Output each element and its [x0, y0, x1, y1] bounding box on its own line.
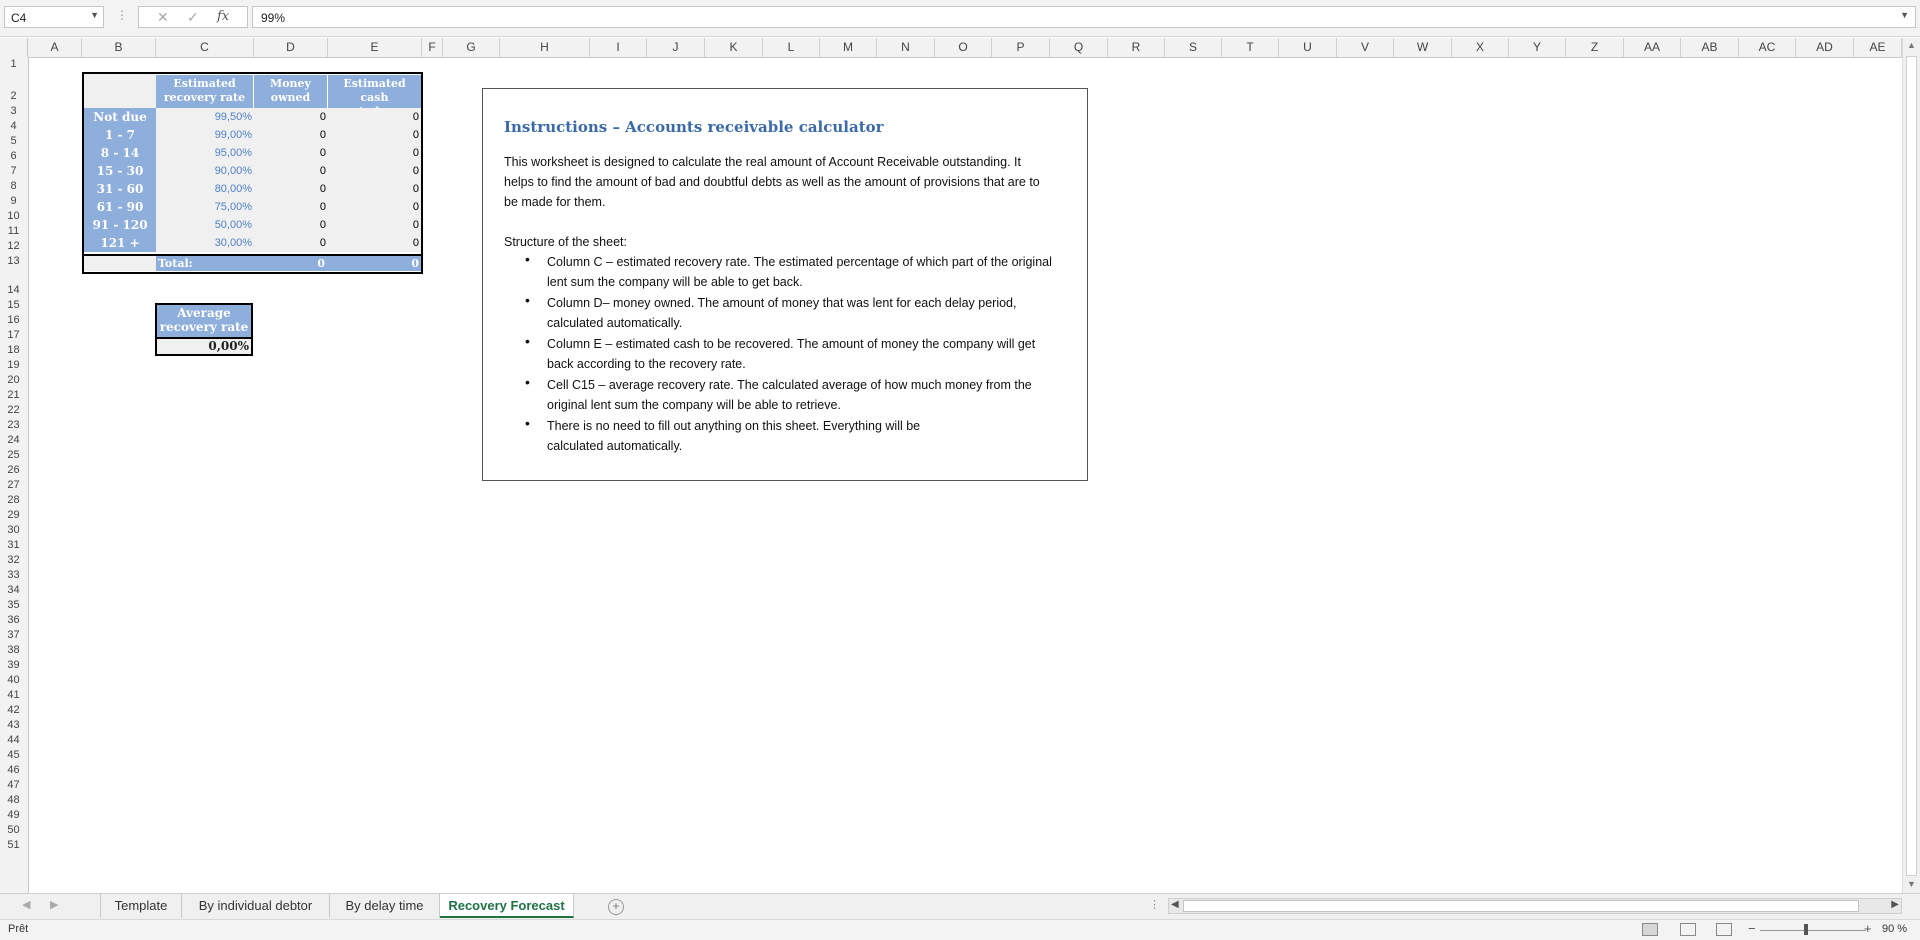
- recovery-rate-cell[interactable]: 75,00%: [156, 198, 254, 216]
- header-line: Estimated cash: [343, 77, 406, 104]
- bullet-line: lent sum the company will be able to get back.: [547, 275, 803, 289]
- select-all-corner[interactable]: [0, 38, 28, 57]
- table-corner: [84, 74, 156, 108]
- row-header[interactable]: 1: [10, 58, 17, 70]
- intro-line: This worksheet is designed to calculate the real amount of Account Receivable outstanding. It: [504, 155, 1021, 169]
- bullet-line: calculated automatically.: [547, 316, 683, 330]
- tab-splitter-icon[interactable]: ⋮: [1149, 899, 1160, 911]
- row-header[interactable]: 19: [7, 359, 20, 371]
- status-text: Prêt: [8, 923, 29, 935]
- row-header[interactable]: 51: [7, 839, 20, 851]
- zoom-level[interactable]: 90 %: [1882, 923, 1908, 935]
- column-header[interactable]: AC: [1739, 38, 1796, 57]
- column-header[interactable]: E: [328, 38, 422, 57]
- column-header[interactable]: W: [1394, 38, 1452, 57]
- estimated-cash-cell[interactable]: 0: [328, 144, 421, 162]
- delay-period-label[interactable]: 61 - 90: [84, 198, 156, 216]
- money-owned-cell[interactable]: 0: [254, 144, 328, 162]
- intro-line: be made for them.: [504, 195, 606, 209]
- row-header[interactable]: 45: [7, 749, 20, 761]
- header-line: Money: [270, 77, 311, 90]
- row-header[interactable]: 21: [7, 389, 20, 401]
- header-money-owned[interactable]: [254, 75, 327, 108]
- bullet-icon: •: [525, 374, 530, 390]
- column-header[interactable]: A: [28, 38, 82, 57]
- total-cash[interactable]: 0: [327, 254, 421, 271]
- bullet-line: Column E – estimated cash to be recovered. The amount of money the company will get: [547, 337, 1036, 351]
- bullet-icon: •: [525, 333, 530, 349]
- scroll-up-icon[interactable]: ▲: [1907, 40, 1916, 50]
- instructions-title: Instructions – Accounts receivable calculator: [504, 118, 884, 136]
- bullet-line: Column D– money owned. The amount of money that was lent for each delay period,: [547, 296, 1017, 310]
- cancel-icon[interactable]: ✕: [157, 9, 169, 25]
- row-header[interactable]: 35: [7, 599, 20, 611]
- delay-period-label[interactable]: 8 - 14: [84, 144, 156, 162]
- recovery-rate-cell[interactable]: 50,00%: [156, 216, 254, 234]
- row-header[interactable]: 24: [7, 434, 20, 446]
- column-header[interactable]: J: [647, 38, 705, 57]
- money-owned-cell[interactable]: 0: [254, 198, 328, 216]
- row-header[interactable]: 42: [7, 704, 20, 716]
- scroll-left-icon[interactable]: ◀: [1171, 899, 1179, 910]
- vertical-scroll-thumb[interactable]: [1906, 56, 1917, 876]
- delay-period-label[interactable]: 91 - 120: [84, 216, 156, 234]
- row-header[interactable]: 9: [10, 195, 17, 207]
- zoom-in-icon[interactable]: +: [1864, 921, 1872, 936]
- row-header[interactable]: 14: [7, 284, 20, 296]
- instructions-box[interactable]: [482, 88, 1088, 481]
- bullet-line: Cell C15 – average recovery rate. The calculated average of how much money from the: [547, 378, 1032, 392]
- previous-sheet-icon[interactable]: ◀: [22, 899, 31, 911]
- estimated-cash-cell[interactable]: 0: [328, 126, 421, 144]
- row-header[interactable]: 23: [7, 419, 20, 431]
- row-header[interactable]: 49: [7, 809, 20, 821]
- column-header[interactable]: T: [1222, 38, 1279, 57]
- more-options-icon: ⋮: [116, 8, 128, 22]
- column-header[interactable]: Y: [1509, 38, 1566, 57]
- zoom-out-icon[interactable]: −: [1748, 921, 1756, 936]
- tab-by-delay-time[interactable]: By delay time: [330, 894, 440, 918]
- total-label[interactable]: Total:: [156, 254, 253, 271]
- chevron-down-icon[interactable]: ▼: [90, 10, 99, 20]
- row-header[interactable]: 33: [7, 569, 20, 581]
- row-header[interactable]: 46: [7, 764, 20, 776]
- column-header[interactable]: AA: [1624, 38, 1681, 57]
- recovery-rate-cell[interactable]: 95,00%: [156, 144, 254, 162]
- zoom-slider[interactable]: [1760, 930, 1866, 931]
- column-header[interactable]: AB: [1681, 38, 1739, 57]
- header-line: Average: [177, 306, 231, 320]
- column-header[interactable]: AE: [1854, 38, 1902, 57]
- bullet-icon: •: [525, 251, 530, 267]
- header-line: recovery rate: [159, 320, 249, 334]
- bullet-line: There is no need to fill out anything on this sheet. Everything will be: [547, 419, 921, 433]
- bullet-line: Column C – estimated recovery rate. The estimated percentage of which part of the original: [547, 255, 1052, 269]
- header-line: owned: [270, 91, 311, 104]
- horizontal-scrollbar[interactable]: [1168, 898, 1902, 914]
- column-header[interactable]: Q: [1050, 38, 1108, 57]
- money-owned-cell[interactable]: 0: [254, 162, 328, 180]
- row-header[interactable]: 7: [10, 165, 17, 177]
- row-header[interactable]: 39: [7, 659, 20, 671]
- column-header[interactable]: I: [590, 38, 647, 57]
- row-header[interactable]: 32: [7, 554, 20, 566]
- row-header[interactable]: 25: [7, 449, 20, 461]
- estimated-cash-cell[interactable]: 0: [328, 108, 421, 126]
- estimated-cash-cell[interactable]: 0: [328, 234, 421, 252]
- row-headers: [0, 57, 29, 893]
- column-header[interactable]: AD: [1796, 38, 1854, 57]
- row-header[interactable]: 43: [7, 719, 20, 731]
- row-header[interactable]: 18: [7, 344, 20, 356]
- row-header[interactable]: 26: [7, 464, 20, 476]
- row-header[interactable]: 15: [7, 299, 20, 311]
- horizontal-scroll-thumb[interactable]: [1183, 900, 1859, 912]
- delay-period-label[interactable]: 15 - 30: [84, 162, 156, 180]
- formula-bar: [0, 0, 1920, 37]
- row-header[interactable]: 2: [10, 90, 17, 102]
- row-header[interactable]: 38: [7, 644, 20, 656]
- insert-function-icon[interactable]: fx: [217, 9, 230, 24]
- scroll-down-icon[interactable]: ▼: [1907, 879, 1916, 889]
- header-line: Estimated: [173, 77, 236, 90]
- column-header[interactable]: P: [992, 38, 1050, 57]
- money-owned-cell[interactable]: 0: [254, 216, 328, 234]
- money-owned-cell[interactable]: 0: [254, 126, 328, 144]
- bullet-line: calculated automatically.: [547, 439, 683, 453]
- recovery-rate-cell[interactable]: 99,50%: [156, 108, 254, 126]
- row-header[interactable]: 29: [7, 509, 20, 521]
- normal-view-icon[interactable]: [1642, 923, 1658, 936]
- row-header[interactable]: 16: [7, 314, 20, 326]
- column-header[interactable]: M: [820, 38, 877, 57]
- status-bar: [0, 919, 1920, 940]
- recovery-rate-cell[interactable]: 99,00%: [156, 126, 254, 144]
- delay-period-label[interactable]: 31 - 60: [84, 180, 156, 198]
- total-blank-cell[interactable]: [84, 254, 156, 271]
- row-header[interactable]: 8: [10, 180, 17, 192]
- column-header[interactable]: D: [254, 38, 328, 57]
- row-header[interactable]: 3: [10, 105, 17, 117]
- tab-by-individual-debtor[interactable]: By individual debtor: [182, 894, 330, 918]
- estimated-cash-cell[interactable]: 0: [328, 198, 421, 216]
- money-owned-cell[interactable]: 0: [254, 180, 328, 198]
- column-header[interactable]: N: [877, 38, 935, 57]
- name-box[interactable]: [4, 6, 104, 28]
- recovery-rate-cell[interactable]: 80,00%: [156, 180, 254, 198]
- page-layout-view-icon[interactable]: [1680, 923, 1696, 936]
- row-header[interactable]: 41: [7, 689, 20, 701]
- row-header[interactable]: 10: [7, 210, 20, 222]
- structure-label: Structure of the sheet:: [504, 235, 627, 249]
- estimated-cash-cell[interactable]: 0: [328, 162, 421, 180]
- column-header[interactable]: F: [422, 38, 443, 57]
- column-header[interactable]: K: [705, 38, 763, 57]
- page-break-preview-icon[interactable]: [1716, 923, 1732, 936]
- header-estimated-cash[interactable]: [328, 75, 421, 108]
- column-header[interactable]: O: [935, 38, 992, 57]
- row-header[interactable]: 34: [7, 584, 20, 596]
- tab-recovery-forecast[interactable]: Recovery Forecast: [440, 894, 574, 918]
- row-header[interactable]: 20: [7, 374, 20, 386]
- bullet-icon: •: [525, 292, 530, 308]
- bullet-line: back according to the recovery rate.: [547, 357, 746, 371]
- enter-icon[interactable]: ✓: [187, 9, 199, 25]
- header-estimated-recovery-rate[interactable]: [156, 75, 253, 108]
- column-headers: [0, 38, 1920, 58]
- formula-actions: [138, 6, 248, 28]
- row-header[interactable]: 6: [10, 150, 17, 162]
- total-owned[interactable]: 0: [253, 254, 327, 271]
- column-header[interactable]: R: [1108, 38, 1165, 57]
- row-header[interactable]: 31: [7, 539, 20, 551]
- intro-line: helps to find the amount of bad and doubtful debts as well as the amount of provisions that are to: [504, 175, 1040, 189]
- recovery-rate-cell[interactable]: 30,00%: [156, 234, 254, 252]
- row-header[interactable]: 11: [7, 225, 20, 237]
- scroll-right-icon[interactable]: ▶: [1891, 899, 1899, 910]
- row-header[interactable]: 4: [10, 120, 17, 132]
- recovery-rate-cell[interactable]: 90,00%: [156, 162, 254, 180]
- row-header[interactable]: 5: [10, 135, 17, 147]
- row-header[interactable]: 27: [7, 479, 20, 491]
- zoom-slider-thumb[interactable]: [1804, 924, 1808, 935]
- delay-period-label[interactable]: 1 - 7: [84, 126, 156, 144]
- name-box-value: C4: [11, 11, 27, 25]
- average-value[interactable]: 0,00%: [157, 337, 251, 354]
- column-header[interactable]: B: [82, 38, 156, 57]
- next-sheet-icon[interactable]: ▶: [50, 899, 59, 911]
- column-header[interactable]: X: [1452, 38, 1509, 57]
- bullet-icon: •: [525, 415, 530, 431]
- money-owned-cell[interactable]: 0: [254, 108, 328, 126]
- row-header[interactable]: 36: [7, 614, 20, 626]
- row-header[interactable]: 28: [7, 494, 20, 506]
- column-header[interactable]: U: [1279, 38, 1337, 57]
- sheet-tab-bar: [0, 893, 1920, 920]
- column-header[interactable]: V: [1337, 38, 1394, 57]
- row-header[interactable]: 12: [7, 240, 20, 252]
- row-header[interactable]: 17: [7, 329, 20, 341]
- estimated-cash-cell[interactable]: 0: [328, 180, 421, 198]
- row-header[interactable]: 50: [7, 824, 20, 836]
- column-header[interactable]: G: [443, 38, 500, 57]
- tab-template[interactable]: Template: [100, 894, 182, 918]
- row-header[interactable]: 30: [7, 524, 20, 536]
- average-header[interactable]: [157, 305, 251, 337]
- column-header[interactable]: S: [1165, 38, 1222, 57]
- column-header[interactable]: Z: [1566, 38, 1624, 57]
- row-header[interactable]: 44: [7, 734, 20, 746]
- vertical-scrollbar[interactable]: [1902, 38, 1920, 893]
- row-header[interactable]: 47: [7, 779, 20, 791]
- row-header[interactable]: 37: [7, 629, 20, 641]
- delay-period-label[interactable]: 121 +: [84, 234, 156, 252]
- delay-period-label[interactable]: Not due: [84, 108, 156, 126]
- row-header[interactable]: 22: [7, 404, 20, 416]
- formula-input[interactable]: [252, 6, 1916, 28]
- money-owned-cell[interactable]: 0: [254, 234, 328, 252]
- column-header[interactable]: L: [763, 38, 820, 57]
- header-line: recovery rate: [163, 91, 246, 104]
- row-header[interactable]: 13: [7, 255, 20, 267]
- estimated-cash-cell[interactable]: 0: [328, 216, 421, 234]
- add-sheet-icon[interactable]: +: [608, 899, 624, 915]
- bullet-line: original lent sum the company will be able to retrieve.: [547, 398, 841, 412]
- row-header[interactable]: 48: [7, 794, 20, 806]
- formula-value: 99%: [261, 11, 286, 25]
- expand-formula-icon[interactable]: ▼: [1900, 10, 1909, 20]
- row-header[interactable]: 40: [7, 674, 20, 686]
- column-header[interactable]: C: [156, 38, 254, 57]
- column-header[interactable]: H: [500, 38, 590, 57]
